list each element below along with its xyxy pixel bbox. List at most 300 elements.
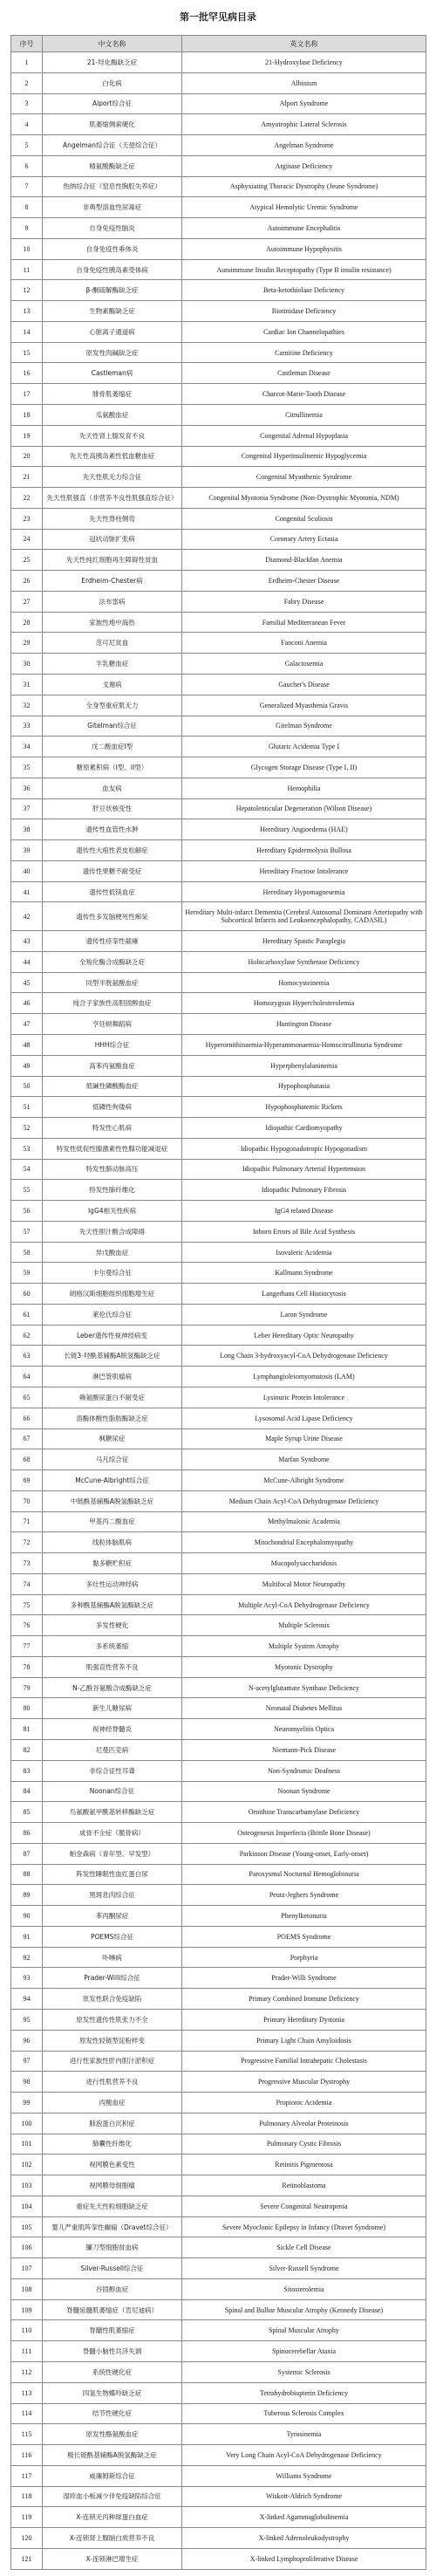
row-chinese-name: 甲基丙二酸血症 — [43, 1511, 182, 1532]
table-row — [11, 488, 426, 509]
row-chinese-name: Angelman综合征（天使综合征） — [43, 135, 182, 156]
row-index: 101 — [11, 2134, 43, 2155]
row-chinese-name: 原发性轻链型淀粉样变 — [43, 2030, 182, 2051]
row-chinese-name: 亨廷顿舞蹈病 — [43, 1014, 182, 1035]
table-row — [11, 1055, 426, 1076]
row-english-name: Multiple Acyl-CoA Dehydrogenase Deficiency — [182, 1594, 426, 1615]
row-english-name: Spinal and Bulbar Muscular Atrophy (Kennedy Disease) — [182, 2299, 426, 2320]
row-english-name: Fanconi Anemia — [182, 633, 426, 654]
row-index: 51 — [11, 1097, 43, 1118]
table-row — [11, 571, 426, 592]
row-chinese-name: 脊髓延髓肌萎缩症（肯尼迪病） — [43, 2299, 182, 2320]
table-row — [11, 1138, 426, 1159]
row-english-name: Kallmann Syndrome — [182, 1263, 426, 1284]
row-index: 96 — [11, 2030, 43, 2051]
row-chinese-name: 肺囊性纤维化 — [43, 2134, 182, 2155]
row-index: 81 — [11, 1719, 43, 1740]
table-row — [11, 1118, 426, 1139]
row-chinese-name: 卟啉病 — [43, 1947, 182, 1968]
table-row — [11, 2030, 426, 2051]
row-index: 62 — [11, 1325, 43, 1346]
table-row — [11, 1159, 426, 1180]
row-index: 69 — [11, 1470, 43, 1491]
row-index: 91 — [11, 1926, 43, 1947]
row-index: 100 — [11, 2113, 43, 2134]
row-index: 120 — [11, 2528, 43, 2549]
row-index: 59 — [11, 1263, 43, 1284]
row-index: 78 — [11, 1656, 43, 1677]
row-english-name: Homocysteinemia — [182, 972, 426, 993]
row-english-name: Marfan Syndrome — [182, 1449, 426, 1470]
row-index: 19 — [11, 425, 43, 446]
row-index: 82 — [11, 1740, 43, 1761]
row-chinese-name: 遗传性多发脑梗死性痴呆 — [43, 902, 182, 931]
row-english-name: Generalized Myasthenia Gravis — [182, 695, 426, 716]
row-index: 121 — [11, 2548, 43, 2569]
table-row — [11, 321, 426, 342]
row-english-name: Citrullinemia — [182, 405, 426, 426]
table-row — [11, 197, 426, 218]
row-index: 119 — [11, 2507, 43, 2528]
row-chinese-name: 低碱性磷酸酶血症 — [43, 1076, 182, 1097]
row-english-name: Primary Hereditary Dystonia — [182, 2009, 426, 2030]
table-row — [11, 155, 426, 176]
table-row — [11, 1014, 426, 1035]
row-english-name: Lymphangioleiomyomatosis (LAM) — [182, 1367, 426, 1387]
table-row — [11, 757, 426, 778]
row-english-name: Myotonic Dystrophy — [182, 1656, 426, 1677]
row-english-name: Non-Syndromic Deafness — [182, 1760, 426, 1781]
table-row — [11, 1511, 426, 1532]
row-chinese-name: 湿疹血小板减少伴免疫缺陷综合征 — [43, 2486, 182, 2507]
table-row — [11, 1470, 426, 1491]
document-title: 第一批罕见病目录 — [180, 11, 256, 23]
row-index: 27 — [11, 591, 43, 612]
row-chinese-name: POEMS综合征 — [43, 1926, 182, 1947]
row-english-name: Familial Mediterranean Fever — [182, 612, 426, 633]
row-english-name: POEMS Syndrome — [182, 1926, 426, 1947]
row-index: 64 — [11, 1367, 43, 1387]
table-row — [11, 2196, 426, 2216]
row-chinese-name: 线粒体脑肌病 — [43, 1532, 182, 1553]
row-index: 72 — [11, 1532, 43, 1553]
row-index: 16 — [11, 363, 43, 384]
row-english-name: Silver-Russell Syndrome — [182, 2258, 426, 2279]
row-chinese-name: 先天性纯红细胞再生障碍性贫血 — [43, 550, 182, 571]
row-chinese-name: 威廉姆斯综合征 — [43, 2465, 182, 2486]
row-english-name: Autoimmune Encephalitis — [182, 218, 426, 239]
row-chinese-name: McCune-Albright综合征 — [43, 1470, 182, 1491]
row-chinese-name: 自身免疫性垂体炎 — [43, 238, 182, 259]
row-chinese-name: 原发性联合免疫缺陷 — [43, 1989, 182, 2010]
row-english-name: Methylmalonic Academia — [182, 1511, 426, 1532]
row-chinese-name: 四氢生物蝶呤缺乏症 — [43, 2382, 182, 2403]
table-row — [11, 446, 426, 467]
table-row — [11, 72, 426, 93]
row-english-name: Autoimmune Hypophysitis — [182, 238, 426, 259]
table-row — [11, 2382, 426, 2403]
row-english-name: Idiopathic Pulmonary Arterial Hypertension — [182, 1159, 426, 1180]
row-chinese-name: 多发性硬化 — [43, 1615, 182, 1636]
row-english-name: Asphyxiating Thoracic Dystrophy (Jeune Syndrome) — [182, 176, 426, 197]
row-chinese-name: β-酮硫解酶缺乏症 — [43, 280, 182, 301]
row-index: 60 — [11, 1284, 43, 1305]
row-chinese-name: 冠状动脉扩张病 — [43, 529, 182, 550]
row-index: 20 — [11, 446, 43, 467]
row-index: 4 — [11, 114, 43, 135]
row-english-name: Hereditary Spastic Paraplegia — [182, 931, 426, 952]
table-row — [11, 993, 426, 1014]
row-chinese-name: 遗传性大疱性表皮松解症 — [43, 840, 182, 861]
row-english-name: Parkinson Disease (Young-onset, Early-onset) — [182, 1843, 426, 1864]
table-row — [11, 1449, 426, 1470]
row-chinese-name: 范可尼贫血 — [43, 633, 182, 654]
row-index: 36 — [11, 778, 43, 798]
row-chinese-name: IgG4相关性疾病 — [43, 1201, 182, 1222]
row-index: 7 — [11, 176, 43, 197]
row-english-name: Arginase Deficiency — [182, 155, 426, 176]
row-chinese-name: 热纳综合征（窒息性胸腔失养症） — [43, 176, 182, 197]
row-chinese-name: 多种酰基辅酶A脱氢酶缺乏症 — [43, 1594, 182, 1615]
row-index: 90 — [11, 1906, 43, 1927]
row-chinese-name: 枫糖尿症 — [43, 1428, 182, 1449]
row-english-name: Multiple System Atrophy — [182, 1636, 426, 1657]
row-index: 45 — [11, 972, 43, 993]
row-english-name: Systemic Sclerosis — [182, 2361, 426, 2382]
row-english-name: Progressive Muscular Dystrophy — [182, 2072, 426, 2093]
row-chinese-name: 特发性肺动脉高压 — [43, 1159, 182, 1180]
row-index: 9 — [11, 218, 43, 239]
row-chinese-name: 溶酶体酸性脂肪酶缺乏症 — [43, 1408, 182, 1428]
row-english-name: Medium Chain Acyl-CoA Dehydrogenase Deficiency — [182, 1490, 426, 1511]
row-index: 46 — [11, 993, 43, 1014]
table-row — [11, 2155, 426, 2175]
row-english-name: Hereditary Multi-infarct Dementia (Cerebral Autosomal Dominant Arteriopathy with Subcortical Infarcts and Leukoencephalopathy, CADASIL) — [182, 902, 426, 931]
table-row — [11, 467, 426, 488]
row-index: 117 — [11, 2465, 43, 2486]
table-row — [11, 508, 426, 529]
row-english-name: Amyotrophic Lateral Sclerosis — [182, 114, 426, 135]
table-row — [11, 1843, 426, 1864]
table-row — [11, 2361, 426, 2382]
row-chinese-name: 赖氨酸尿蛋白不耐受症 — [43, 1387, 182, 1408]
table-row — [11, 425, 426, 446]
row-chinese-name: Silver-Russell综合征 — [43, 2258, 182, 2279]
row-chinese-name: 21-羟化酶缺乏症 — [43, 52, 182, 73]
row-index: 66 — [11, 1408, 43, 1428]
row-english-name: Congenital Scoliosis — [182, 508, 426, 529]
row-index: 54 — [11, 1159, 43, 1180]
row-chinese-name: 全羧化酶合成酶缺乏症 — [43, 951, 182, 972]
row-english-name: Alport Syndrome — [182, 93, 426, 114]
row-index: 113 — [11, 2382, 43, 2403]
row-index: 80 — [11, 1698, 43, 1719]
row-english-name: Diamond-Blackfan Anemia — [182, 550, 426, 571]
table-row — [11, 716, 426, 736]
rare-disease-table — [10, 35, 426, 2570]
row-english-name: Inborn Errors of Bile Acid Synthesis — [182, 1221, 426, 1242]
table-row — [11, 633, 426, 654]
table-row — [11, 1740, 426, 1761]
row-index: 49 — [11, 1055, 43, 1076]
row-chinese-name: 法布雷病 — [43, 591, 182, 612]
row-index: 89 — [11, 1885, 43, 1906]
row-chinese-name: 糖原累积病（I型、II型） — [43, 757, 182, 778]
row-chinese-name: 自身免疫性脑炎 — [43, 218, 182, 239]
table-row — [11, 972, 426, 993]
row-index: 115 — [11, 2424, 43, 2445]
row-chinese-name: 心脏离子通道病 — [43, 321, 182, 342]
row-english-name: Huntington Disease — [182, 1014, 426, 1035]
table-row — [11, 1034, 426, 1055]
row-english-name: Autoimmune Insulin Receptopathy (Type B insulin resistance) — [182, 259, 426, 280]
table-row — [11, 778, 426, 798]
row-index: 48 — [11, 1034, 43, 1055]
row-index: 70 — [11, 1490, 43, 1511]
row-index: 110 — [11, 2320, 43, 2341]
table-row — [11, 1947, 426, 1968]
row-index: 109 — [11, 2299, 43, 2320]
row-index: 83 — [11, 1760, 43, 1781]
table-row — [11, 2486, 426, 2507]
row-english-name: Tuberous Sclerosis Complex — [182, 2403, 426, 2424]
row-index: 21 — [11, 467, 43, 488]
table-row — [11, 2341, 426, 2362]
row-index: 76 — [11, 1615, 43, 1636]
row-chinese-name: 马凡综合征 — [43, 1449, 182, 1470]
row-english-name: Hyperphenylalaninemia — [182, 1055, 426, 1076]
row-index: 30 — [11, 654, 43, 675]
table-row — [11, 529, 426, 550]
row-chinese-name: HHH综合征 — [43, 1034, 182, 1055]
row-english-name: Pulmonary Alveolar Proteinosis — [182, 2113, 426, 2134]
row-index: 95 — [11, 2009, 43, 2030]
header-chinese-name: 中文名称 — [43, 36, 182, 52]
table-row — [11, 1573, 426, 1594]
table-row — [11, 881, 426, 902]
row-english-name: Long Chain 3-hydroxyacyl-CoA Dehydrogenase Deficiency — [182, 1346, 426, 1367]
row-english-name: X-linked Lymphoproliferative Disease — [182, 2548, 426, 2569]
table-row — [11, 1263, 426, 1284]
table-row — [11, 2051, 426, 2072]
table-row — [11, 1656, 426, 1677]
row-chinese-name: 先天性肾上腺发育不良 — [43, 425, 182, 446]
row-chinese-name: 先天性胆汁酸合成障碍 — [43, 1221, 182, 1242]
row-index: 28 — [11, 612, 43, 633]
row-english-name: IgG4 related Disease — [182, 1201, 426, 1222]
table-row — [11, 902, 426, 931]
row-english-name: Holocarboxylase Synthetase Deficiency — [182, 951, 426, 972]
row-index: 12 — [11, 280, 43, 301]
table-row — [11, 2237, 426, 2258]
table-header-row — [11, 36, 426, 52]
row-chinese-name: 长链3-羟酰基辅酶A脱氢酶缺乏症 — [43, 1346, 182, 1367]
row-index: 107 — [11, 2258, 43, 2279]
row-chinese-name: 家族性地中海热 — [43, 612, 182, 633]
row-index: 37 — [11, 798, 43, 819]
row-chinese-name: 纯合子家族性高胆固醇血症 — [43, 993, 182, 1014]
row-english-name: Idiopathic Cardiomyopathy — [182, 1118, 426, 1139]
table-row — [11, 1926, 426, 1947]
row-index: 32 — [11, 695, 43, 716]
row-index: 52 — [11, 1118, 43, 1139]
row-index: 13 — [11, 301, 43, 322]
table-row — [11, 840, 426, 861]
row-index: 106 — [11, 2237, 43, 2258]
row-chinese-name: 多系统萎缩 — [43, 1636, 182, 1657]
row-english-name: Homozygous Hypercholesterolemia — [182, 993, 426, 1014]
row-index: 108 — [11, 2278, 43, 2299]
table-row — [11, 2403, 426, 2424]
row-index: 39 — [11, 840, 43, 861]
row-index: 24 — [11, 529, 43, 550]
table-row — [11, 736, 426, 757]
row-english-name: Progressive Familial Intrahepatic Cholestasis — [182, 2051, 426, 2072]
table-row — [11, 1864, 426, 1885]
table-row — [11, 1823, 426, 1844]
row-index: 10 — [11, 238, 43, 259]
row-index: 84 — [11, 1781, 43, 1802]
row-chinese-name: 白化病 — [43, 72, 182, 93]
table-row — [11, 951, 426, 972]
row-english-name: Albinism — [182, 72, 426, 93]
table-row — [11, 1325, 426, 1346]
row-chinese-name: 视神经脊髓炎 — [43, 1719, 182, 1740]
table-row — [11, 1968, 426, 1989]
table-row — [11, 1698, 426, 1719]
row-index: 11 — [11, 259, 43, 280]
row-index: 98 — [11, 2072, 43, 2093]
row-chinese-name: 特发性低促性腺激素性性腺功能减退症 — [43, 1138, 182, 1159]
table-row — [11, 1346, 426, 1367]
row-chinese-name: 遗传性低镁血症 — [43, 881, 182, 902]
row-index: 65 — [11, 1387, 43, 1408]
row-chinese-name: 视网膜色素变性 — [43, 2155, 182, 2175]
row-chinese-name: 异戊酸血症 — [43, 1242, 182, 1263]
row-english-name: Noonan Syndrome — [182, 1781, 426, 1802]
row-english-name: Beta-ketothiolase Deficiency — [182, 280, 426, 301]
row-english-name: Langerhans Cell Histiocytosis — [182, 1284, 426, 1305]
row-english-name: Carnitine Deficiency — [182, 342, 426, 363]
row-index: 50 — [11, 1076, 43, 1097]
table-row — [11, 2093, 426, 2114]
row-chinese-name: Erdheim-Chester病 — [43, 571, 182, 592]
row-english-name: Retinitis Pigmentosa — [182, 2155, 426, 2175]
table-row — [11, 1615, 426, 1636]
row-chinese-name: 黏多糖贮积症 — [43, 1553, 182, 1574]
row-english-name: Williams Syndrome — [182, 2465, 426, 2486]
row-index: 75 — [11, 1594, 43, 1615]
row-index: 86 — [11, 1823, 43, 1844]
table-row — [11, 819, 426, 840]
row-english-name: Porphyria — [182, 1947, 426, 1968]
row-english-name: Glycogen Storage Disease (Type I, II) — [182, 757, 426, 778]
row-chinese-name: 卡尔曼综合征 — [43, 1263, 182, 1284]
row-index: 35 — [11, 757, 43, 778]
row-index: 40 — [11, 860, 43, 881]
table-row — [11, 1428, 426, 1449]
row-chinese-name: 生物素酶缺乏症 — [43, 301, 182, 322]
row-chinese-name: 遗传性果糖不耐受症 — [43, 860, 182, 881]
row-english-name: Propionic Acidemia — [182, 2093, 426, 2114]
row-english-name: Laron Syndrome — [182, 1304, 426, 1325]
row-index: 5 — [11, 135, 43, 156]
row-index: 105 — [11, 2216, 43, 2237]
row-chinese-name: 中链酰基辅酶A脱氢酶缺乏症 — [43, 1490, 182, 1511]
row-chinese-name: 肌强直性营养不良 — [43, 1656, 182, 1677]
row-index: 17 — [11, 384, 43, 405]
row-chinese-name: 全身型重症肌无力 — [43, 695, 182, 716]
row-chinese-name: 戊二酸血症I型 — [43, 736, 182, 757]
row-english-name: Ornithine Transcarbamylase Deficiency — [182, 1802, 426, 1823]
row-index: 55 — [11, 1180, 43, 1201]
row-chinese-name: 先天性肌无力综合征 — [43, 467, 182, 488]
row-english-name: Hepatolenticular Degeneration (Wilson Disease) — [182, 798, 426, 819]
row-chinese-name: 新生儿糖尿病 — [43, 1698, 182, 1719]
table-row — [11, 1201, 426, 1222]
row-index: 94 — [11, 1989, 43, 2010]
row-index: 22 — [11, 488, 43, 509]
row-chinese-name: 视网膜母细胞瘤 — [43, 2175, 182, 2196]
row-english-name: Primary Light Chain Amyloidosis — [182, 2030, 426, 2051]
table-row — [11, 1781, 426, 1802]
row-english-name: Primary Combined Immune Deficiency — [182, 1989, 426, 2010]
row-english-name: Sickle Cell Disease — [182, 2237, 426, 2258]
row-english-name: Castleman Disease — [182, 363, 426, 384]
row-english-name: Retinoblastoma — [182, 2175, 426, 2196]
table-row — [11, 591, 426, 612]
row-english-name: Niemann-Pick Disease — [182, 1740, 426, 1761]
row-chinese-name: 黑斑息肉综合征 — [43, 1885, 182, 1906]
row-english-name: Erdheim-Chester Disease — [182, 571, 426, 592]
row-index: 104 — [11, 2196, 43, 2216]
row-english-name: Multifocal Motor Neuropathy — [182, 1573, 426, 1594]
table-row — [11, 798, 426, 819]
row-english-name: McCune-Albright Syndrome — [182, 1470, 426, 1491]
table-row — [11, 550, 426, 571]
table-row — [11, 2009, 426, 2030]
row-chinese-name: 镰刀型细胞贫血病 — [43, 2237, 182, 2258]
row-chinese-name: 丙酸血症 — [43, 2093, 182, 2114]
table-row — [11, 1284, 426, 1305]
row-english-name: 21-Hydroxylase Deficiency — [182, 52, 426, 73]
row-english-name: Hereditary Angioedema (HAE) — [182, 819, 426, 840]
table-row — [11, 1387, 426, 1408]
row-index: 25 — [11, 550, 43, 571]
table-row — [11, 2258, 426, 2279]
table-row — [11, 1594, 426, 1615]
row-chinese-name: 先天性肌强直（非营养不良性肌强直综合征） — [43, 488, 182, 509]
row-english-name: Congenital Myasthenic Syndrome — [182, 467, 426, 488]
row-chinese-name: 尼曼匹克病 — [43, 1740, 182, 1761]
row-english-name: Peutz-Jeghers Syndrome — [182, 1885, 426, 1906]
row-english-name: Hereditary Hypomagnesemia — [182, 881, 426, 902]
header-index: 序号 — [11, 36, 43, 52]
row-chinese-name: 婴儿严重肌阵挛性癫痫（Dravet综合征） — [43, 2216, 182, 2237]
table-row — [11, 135, 426, 156]
row-index: 8 — [11, 197, 43, 218]
table-row — [11, 1719, 426, 1740]
table-row — [11, 280, 426, 301]
row-index: 87 — [11, 1843, 43, 1864]
row-chinese-name: 先天性高胰岛素性低血糖血症 — [43, 446, 182, 467]
row-chinese-name: 瓜氨酸血症 — [43, 405, 182, 426]
row-chinese-name: 半乳糖血症 — [43, 654, 182, 675]
row-english-name: Hypophosphatemic Rickets — [182, 1097, 426, 1118]
row-chinese-name: 血友病 — [43, 778, 182, 798]
table-row — [11, 1180, 426, 1201]
row-english-name: Biotinidase Deficiency — [182, 301, 426, 322]
